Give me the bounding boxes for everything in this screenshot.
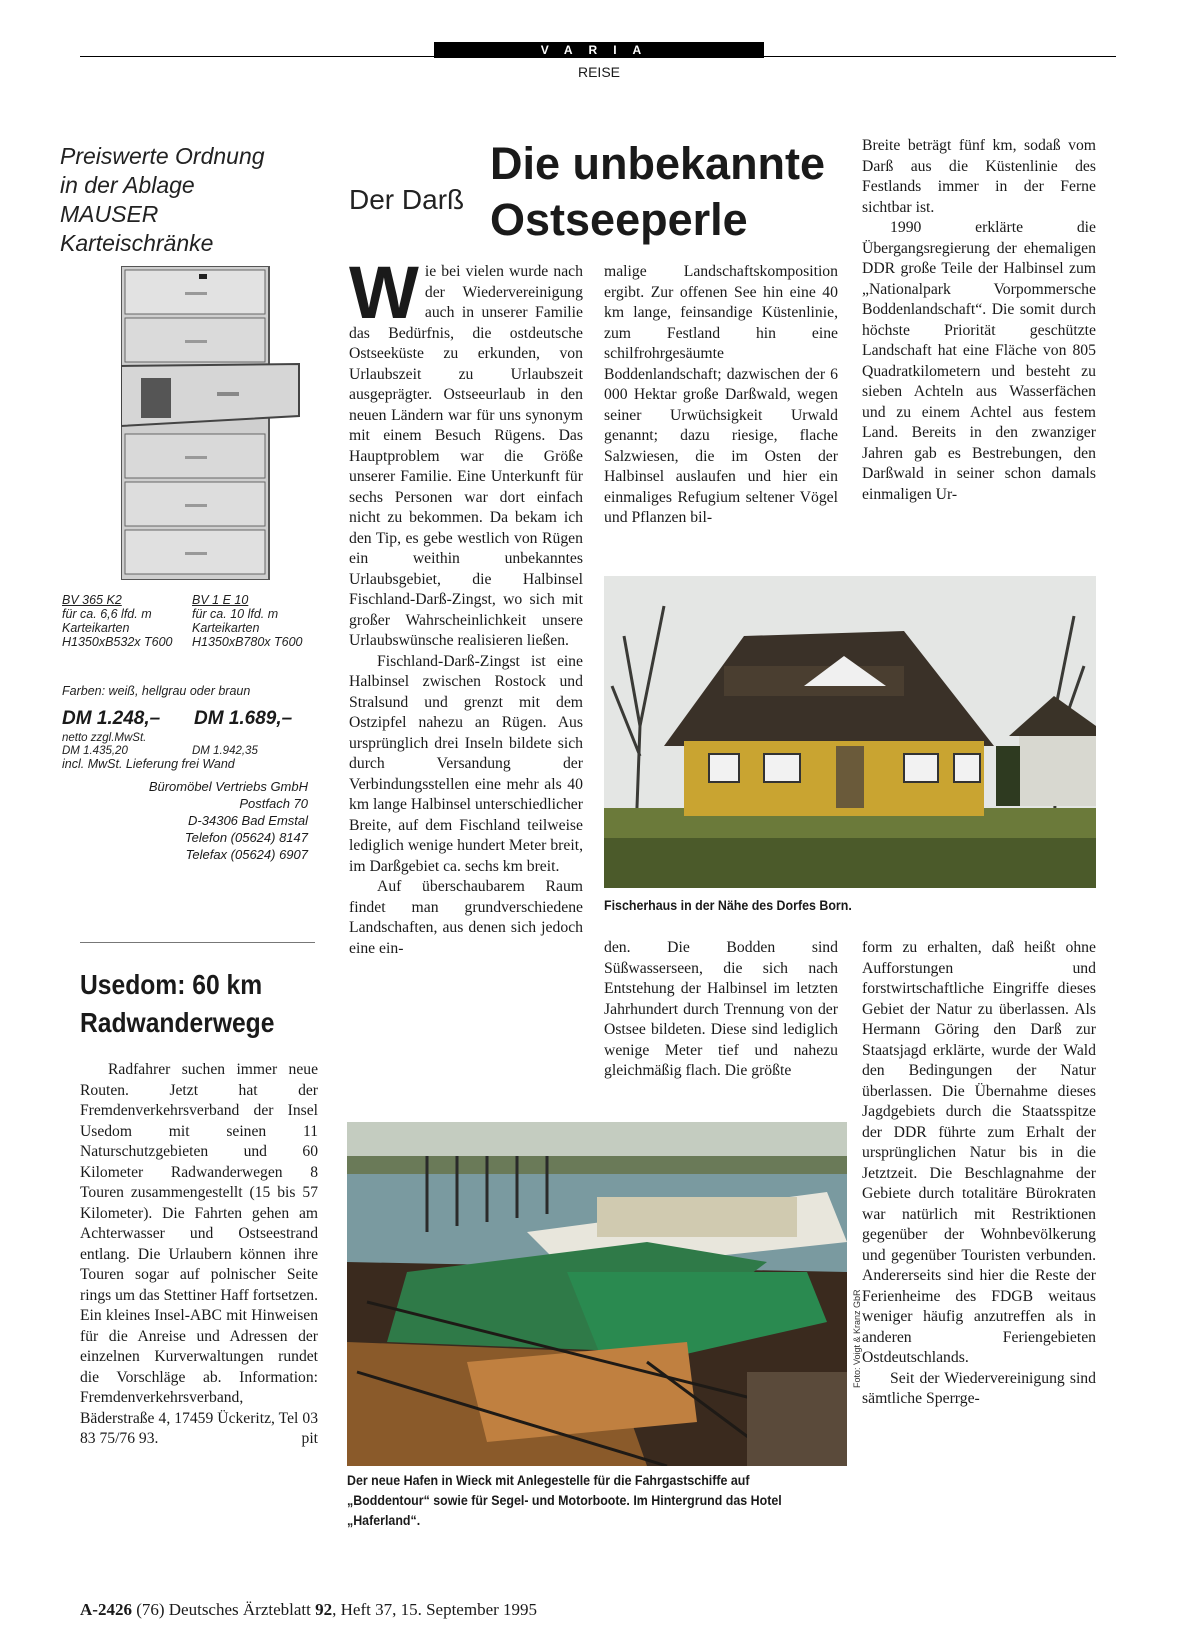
article-paragraph: 1990 erklärte die Übergangsregierung der ehemaligen DDR große Teile der Halbinsel zum „Nationalpark Vorpommersche Boddenlandschaft“. Die somit durch höchste Priorität geschützte Landschaft hat eine Fläche von 805 Quadratkilometern und besteht zu sieben Achteln aus Wasserfächen und zu einem Achtel aus festem Land. Bereits in den zwanziger Jahren gab es Bestrebungen, den Darßwald in seiner schon damals einmaligen Ur- xyxy=(862,219,1096,503)
ad-model-1 xyxy=(62,593,182,649)
ad-price-2: DM 1.689,– xyxy=(194,708,293,729)
article-paragraph: Breite beträgt fünf km, sodaß vom Darß aus die Küstenlinie des Festlands immer in der Ferne sichtbar ist. xyxy=(862,137,1096,216)
ad-headline xyxy=(60,142,330,258)
ad-model-name: BV 365 K2 xyxy=(62,593,122,607)
article-title-line: Die unbekannte xyxy=(490,138,826,189)
address-line: Büromöbel Vertriebs GmbH xyxy=(148,779,308,794)
article-title xyxy=(490,136,850,248)
ad-headline-line: in der Ablage xyxy=(60,172,195,198)
address-line: Telefax (05624) 6907 xyxy=(185,847,308,862)
address-line: Telefon (05624) 8147 xyxy=(184,830,308,845)
article-column-3-bottom xyxy=(862,938,1096,1410)
page-footer xyxy=(80,1600,537,1620)
harbour-photo xyxy=(347,1122,847,1466)
page-number: A-2426 xyxy=(80,1600,132,1619)
article-paragraph: Auf überschaubarem Raum findet man grundverschiedene Landschaften, aus denen sich jedoch eine ein- xyxy=(349,878,583,957)
usedom-text: Radfahrer suchen immer neue Routen. Jetzt hat der Fremdenverkehrsverband der Insel Usedom mit seinen 11 Naturschutzgebieten und 60 Kilometer Radwanderwegen 8 Touren zusammengestellt (15 bis 57 Kilometer). Die Fahrten gehen am Achterwasser und Ostseestrand entlang. Die Urlaubern können ihre Touren sogar auf polnischer Seite rings um das Stettiner Haff fortsetzen. Ein kleines Insel-ABC mit Hinweisen für die Anreise und Adressen der einzelnen Kurverwaltungen rundet die Vorschläge ab. Information: Fremdenverkehrsverband, Bäderstraße 4, 17459 Ückeritz, Tel 03 83 75/76 93. xyxy=(80,1061,318,1447)
ad-model-name: BV 1 E 10 xyxy=(192,593,249,607)
ad-capacity: für ca. 6,6 lfd. m Karteikarten xyxy=(62,607,152,635)
ad-headline-line: MAUSER xyxy=(60,201,159,227)
photo-credit: Foto: Voigt & Kranz GbR xyxy=(852,1289,862,1388)
ad-incl-price-1: DM 1.435,20 xyxy=(62,745,128,757)
article-column-3-top xyxy=(862,136,1096,505)
drop-cap: W xyxy=(349,251,419,334)
ad-capacity: für ca. 10 lfd. m Karteikarten xyxy=(192,607,279,635)
article-paragraph: form zu erhalten, daß heißt ohne Aufforstungen und forstwirtschaftliche Eingriffe dieses Gebiet der Natur zu überlassen. Als Hermann Göring den Darß zur Staatsjagd erklärte, wurde der Wald den Bedingungen der Natur überlassen. Die Übernahme dieses Jagdgebiets durch die Staatsspitze der DDR führte zum Erhalt der ursprünglichen Natur bis in die Jetztzeit. Die Beschlagnahme der Gebiete durch totalitäre Bürokraten war natürlich mit Restriktionen gegenüber der Wohnbevölkerung und gegenüber Touristen verbunden. Andererseits sind hier die Reste der Ferienheime des FDGB weitaus weniger häufig anzutreffen als in anderen Feriengebieten Ostdeutschlands. xyxy=(862,939,1096,1366)
usedom-author: pit xyxy=(301,1430,318,1447)
ad-incl-note: incl. MwSt. Lieferung frei Wand xyxy=(62,757,235,771)
ad-headline-line: Karteischränke xyxy=(60,230,214,256)
article-kicker: Der Darß xyxy=(349,184,465,215)
fisherman-house-photo xyxy=(604,576,1096,888)
ad-dimensions: H1350xB532x T600 xyxy=(62,635,173,649)
usedom-body xyxy=(80,1060,318,1450)
footer-journal: (76) Deutsches Ärzteblatt xyxy=(136,1600,311,1619)
subsection-label: REISE xyxy=(577,64,620,80)
usedom-title-line: Radwanderwege xyxy=(80,1007,275,1038)
address-line: Postfach 70 xyxy=(239,796,308,811)
usedom-title-line: Usedom: 60 km xyxy=(80,969,263,1000)
ad-address xyxy=(108,778,308,863)
ad-colors: Farben: weiß, hellgrau oder braun xyxy=(62,684,251,698)
ad-incl-price-2: DM 1.942,35 xyxy=(192,745,258,757)
article-column-2-bottom: den. Die Bodden sind Süßwasserseen, die sich nach Entstehung der Halbinsel im letzten Jahrhundert durch Trennung von der Ostsee bildeten. Diese sind lediglich wenige Meter tief und nahezu gleichmäßig flach. Die größte xyxy=(604,939,838,1079)
article-paragraph: Fischland-Darß-Zingst ist eine Halbinsel zwischen Rostock und Stralsund und grenzt mit dem Ostzipfel nahezu an Rügen. Aus ursprünglich drei Inseln bildete sich durch Versandung der Verbindungsstellen eine mehr als 40 km lange Halbinsel unterschiedlicher Breite, auf dem Fischland teilweise lediglich wenige hundert Meter breit, im Darßgebiet ca. sechs km breit. xyxy=(349,652,583,875)
ad-model-2 xyxy=(192,593,312,649)
article-paragraph: ie bei vielen wurde nach der Wiedervereinigung auch in unserer Familie das Bedürfnis, die ostdeutsche Ostseeküste zu erkunden, von Urlaubszeit zu Urlaubszeit ausgeprägter. Ostseeurlaub in den neuen Ländern war für uns synonym mit einem Besuch Rügens. Das Hauptproblem war die Größe unserer Familie. Eine Unterkunft für sechs Personen war dort einfach nicht zu bekommen. Da bekam ich den Tip, es gebe westlich von Rügen ein weithin unbekanntes Urlaubsgebiet, die Halbinsel Fischland-Darß-Zingst, wo sich mit großer Wahrscheinlichkeit unsere Urlaubswünsche realisieren ließen. xyxy=(349,263,583,649)
footer-volume: 92 xyxy=(315,1600,333,1619)
ad-netto: netto zzgl.MwSt. xyxy=(62,732,147,744)
article-column-2-top: malige Landschaftskomposition ergibt. Zur offenen See hin eine 40 km lange, feinsandige Küstenlinie, zum Festland hin eine schilfrohrgesäumte Boddenlandschaft; dazwischen der 6 000 Hektar große Darßwald, wegen seiner Urwüchsigkeit Urwald genannt; dazu riesige, flache Salzwiesen, die im Osten der Halbinsel auslaufen und hier ein einmaliges Refugium seltener Vögel und Pflanzen bil- xyxy=(604,263,838,526)
article-column-1 xyxy=(349,251,583,959)
photo-caption-2: Der neue Hafen in Wieck mit Anlegestelle für die Fahrgastschiffe auf „Boddentour“ sowie für Segel- und Motorboote. Im Hintergrund das Hotel „Haferland“. xyxy=(347,1473,782,1528)
ad-price-1: DM 1.248,– xyxy=(62,708,161,729)
address-line: D-34306 Bad Emstal xyxy=(188,813,308,828)
photo-caption-1: Fischerhaus in der Nähe des Dorfes Born. xyxy=(604,898,852,913)
ad-dimensions: H1350xB780x T600 xyxy=(192,635,303,649)
section-bar: VARIA xyxy=(434,42,764,58)
ad-headline-line: Preiswerte Ordnung xyxy=(60,143,265,169)
separator-rule xyxy=(80,942,315,943)
footer-issue: , Heft 37, 15. September 1995 xyxy=(332,1600,538,1619)
usedom-title xyxy=(80,966,300,1042)
filing-cabinet-image xyxy=(121,266,321,580)
article-title-line: Ostseeperle xyxy=(490,194,748,245)
article-paragraph: Seit der Wiedervereinigung sind sämtliche Sperrge- xyxy=(862,1369,1096,1407)
